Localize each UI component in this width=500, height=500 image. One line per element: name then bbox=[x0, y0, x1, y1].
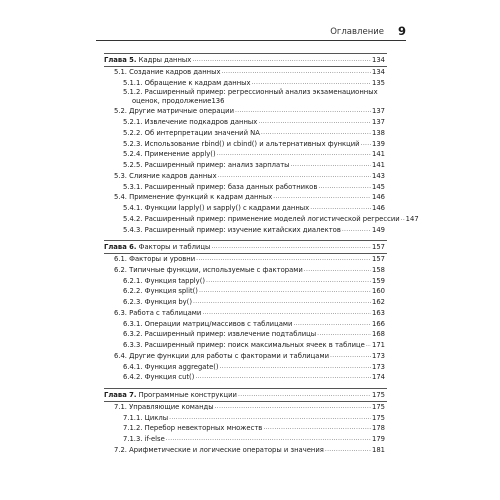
toc-entry-text: 5.2.1. Извлечение подкадров данных bbox=[123, 118, 258, 126]
chapter-divider bbox=[104, 53, 387, 54]
toc-page-number: 174 bbox=[372, 373, 385, 382]
toc-entry-text: 6.3.3. Расширенный пример: поиск максимальных ячеек в таблице bbox=[123, 341, 365, 349]
dot-leader bbox=[235, 106, 371, 117]
toc-subsection-entry[interactable] bbox=[104, 203, 385, 214]
toc-entry-text: 6.2.3. Функция by() bbox=[123, 298, 192, 306]
dot-leader bbox=[218, 171, 371, 182]
toc-page-number: 163 bbox=[372, 308, 385, 317]
dot-leader bbox=[193, 297, 371, 308]
toc-section-entry[interactable] bbox=[104, 402, 385, 413]
toc-entry-text: 5.2.2. Об интерпретации значений NA bbox=[123, 128, 260, 137]
toc-page-number: 137 bbox=[372, 107, 385, 116]
dot-leader bbox=[166, 434, 371, 445]
toc-page-number: 171 bbox=[372, 341, 385, 349]
toc-section-entry[interactable] bbox=[104, 192, 385, 203]
toc-page-number: 160 bbox=[372, 287, 385, 296]
dot-leader bbox=[261, 128, 371, 139]
toc-entry-text: 6.3.2. Расширенный пример: извлечение подтаблицы bbox=[123, 330, 317, 339]
toc-subsection-entry[interactable] bbox=[104, 329, 385, 340]
toc-entry-text: 6.2. Типичные функции, используемые с факторами bbox=[114, 265, 303, 274]
toc-page-number: 162 bbox=[372, 298, 385, 306]
toc-page-number: 181 bbox=[372, 445, 385, 454]
dot-leader bbox=[293, 319, 371, 330]
toc-entry-text: 5.1. Создание кадров данных bbox=[114, 67, 221, 76]
toc-page-number: 168 bbox=[372, 330, 385, 339]
dot-leader bbox=[202, 308, 371, 319]
toc-page-number: 143 bbox=[372, 171, 385, 180]
page-number: 9 bbox=[397, 24, 406, 38]
toc-subsection-entry[interactable] bbox=[104, 362, 385, 373]
toc-page-number: 135 bbox=[372, 78, 385, 87]
dot-leader bbox=[291, 160, 372, 171]
toc-subsection-entry[interactable] bbox=[104, 117, 385, 128]
toc-subsection-entry[interactable] bbox=[104, 340, 385, 351]
toc-section-entry[interactable] bbox=[104, 171, 385, 182]
chapter-name: Программные конструкции bbox=[136, 391, 237, 399]
dot-leader bbox=[238, 390, 371, 401]
toc-page-number: 134 bbox=[372, 56, 385, 64]
toc-page-number: 173 bbox=[372, 351, 385, 360]
dot-leader bbox=[325, 445, 371, 456]
chapter-number: Глава 6. bbox=[104, 243, 137, 252]
toc-entry-text: 5.2.4. Применение apply() bbox=[123, 150, 216, 159]
toc-page-number: 179 bbox=[372, 435, 385, 443]
toc-entry-text: 6.1. Факторы и уровни bbox=[114, 255, 196, 263]
dot-leader bbox=[211, 242, 371, 253]
toc-subsection-entry[interactable] bbox=[104, 434, 385, 445]
dot-leader bbox=[169, 413, 371, 424]
dot-leader bbox=[206, 276, 371, 287]
toc-subsection-entry[interactable] bbox=[104, 413, 385, 424]
toc-entry-text: 5.3. Слияние кадров данных bbox=[114, 171, 217, 180]
chapter-number: Глава 7. bbox=[104, 391, 137, 399]
toc-subsection-entry[interactable] bbox=[104, 276, 385, 287]
toc-page-number: 175 bbox=[372, 402, 385, 411]
chapter-number: Глава 5. bbox=[104, 56, 137, 64]
dot-leader bbox=[304, 265, 371, 276]
chapter-title bbox=[104, 242, 211, 253]
toc-subsection-entry[interactable] bbox=[104, 139, 385, 150]
toc-page-number: 157 bbox=[372, 243, 385, 252]
toc-entry-text: 5.4.1. Функции lapply() и sapply() с кадрами данных bbox=[123, 204, 310, 212]
toc-entry-text: 6.4.2. Функция cut() bbox=[123, 373, 195, 382]
toc-section-entry[interactable] bbox=[104, 254, 385, 265]
toc-page-number: 138 bbox=[372, 128, 385, 137]
toc-section-entry[interactable] bbox=[104, 351, 385, 362]
page-header bbox=[96, 24, 406, 41]
dot-leader bbox=[361, 139, 371, 150]
dot-leader bbox=[215, 402, 371, 413]
running-title: Оглавление bbox=[330, 27, 384, 37]
toc-subsection-entry[interactable] bbox=[104, 286, 385, 297]
toc-entry-text: 5.1.2. Расширенный пример: регрессионный анализ экзаменационных bbox=[123, 88, 378, 97]
toc-entry-text: 7.1.2. Перебор невекторных множеств bbox=[123, 424, 263, 433]
toc-page-number: 175 bbox=[372, 391, 385, 399]
toc-subsection-entry[interactable] bbox=[104, 319, 385, 330]
toc-subsection-entry[interactable] bbox=[104, 182, 385, 193]
toc-page-number: 146 bbox=[372, 193, 385, 202]
toc-page-number: 159 bbox=[372, 276, 385, 285]
chapter-divider bbox=[104, 388, 387, 389]
dot-leader bbox=[263, 423, 371, 434]
toc-section-entry[interactable] bbox=[104, 265, 385, 276]
toc-entry-text: 5.4. Применение функций к кадрам данных bbox=[114, 193, 273, 202]
dot-leader bbox=[317, 329, 371, 340]
toc-subsection-entry[interactable] bbox=[104, 78, 385, 89]
toc-entry-text: 7.1.3. if-else bbox=[123, 435, 165, 443]
chapter-name: Факторы и таблицы bbox=[136, 243, 211, 252]
toc-entry-text: 5.3.1. Расширенный пример: база данных работников bbox=[123, 182, 318, 191]
dot-leader bbox=[273, 192, 371, 203]
toc-entry-text: 7.2. Арифметические и логические операторы и значения bbox=[114, 445, 324, 454]
toc-entry-text: 5.4.2. Расширенный пример: применение моделей логистической регрессии bbox=[123, 214, 400, 223]
toc-subsection-entry[interactable] bbox=[104, 372, 385, 383]
dot-leader bbox=[199, 286, 371, 297]
toc-entry-text: 6.4. Другие функции для работы с факторами и таблицами bbox=[114, 351, 329, 360]
toc-page-number: 175 bbox=[372, 413, 385, 422]
toc-page-number: 134 bbox=[372, 67, 385, 76]
dot-leader bbox=[310, 203, 371, 214]
toc-subsection-entry[interactable] bbox=[104, 423, 385, 434]
chapter-title bbox=[104, 390, 238, 401]
dot-leader bbox=[330, 351, 371, 362]
toc-chapter-entry[interactable] bbox=[104, 390, 385, 401]
toc-page-number: 147 bbox=[405, 214, 419, 223]
toc-chapter-entry[interactable] bbox=[104, 55, 385, 66]
toc-page-number: 178 bbox=[372, 424, 385, 433]
toc-entry-text: 7.1. Управляющие команды bbox=[114, 402, 214, 411]
toc-section-entry[interactable] bbox=[104, 445, 385, 456]
table-of-contents bbox=[104, 53, 419, 456]
toc-page-number: 139 bbox=[372, 139, 385, 148]
toc-subsection-entry[interactable] bbox=[104, 88, 385, 106]
toc-subsection-entry[interactable] bbox=[104, 128, 385, 139]
toc-entry-text: 5.2.3. Использование rbind() и cbind() и альтернативных функций bbox=[123, 139, 360, 148]
toc-subsection-entry[interactable] bbox=[104, 297, 385, 308]
chapter-title bbox=[104, 55, 192, 66]
toc-page-number: 149 bbox=[372, 225, 385, 234]
toc-entry-text-continued: оценок, продолжение bbox=[132, 97, 212, 106]
toc-page-number: 136 bbox=[211, 97, 225, 106]
chapter-name: Кадры данных bbox=[136, 56, 192, 64]
toc-page-number: 157 bbox=[372, 255, 385, 263]
dot-leader bbox=[221, 67, 371, 78]
toc-subsection-entry[interactable] bbox=[104, 160, 385, 171]
toc-entry-text: 6.3. Работа с таблицами bbox=[114, 308, 202, 317]
dot-leader bbox=[217, 149, 371, 160]
toc-entry-text: 6.2.1. Функция tapply() bbox=[123, 276, 206, 285]
toc-chapter-entry[interactable] bbox=[104, 242, 385, 253]
toc-entry-text: 5.2. Другие матричные операции bbox=[114, 107, 234, 116]
toc-subsection-entry[interactable] bbox=[104, 225, 385, 236]
toc-page-number: 145 bbox=[372, 182, 385, 191]
dot-leader bbox=[220, 362, 371, 373]
toc-entry-text: 5.2.5. Расширенный пример: анализ зарплаты bbox=[123, 161, 290, 169]
dot-leader bbox=[258, 117, 371, 128]
dot-leader bbox=[195, 372, 371, 383]
toc-section-entry[interactable] bbox=[104, 106, 385, 117]
toc-subsection-entry[interactable] bbox=[104, 214, 419, 225]
toc-entry-text: 5.1.1. Обращение к кадрам данных bbox=[123, 78, 251, 87]
toc-page-number: 141 bbox=[372, 161, 385, 169]
toc-subsection-entry[interactable] bbox=[104, 149, 385, 160]
dot-leader bbox=[192, 55, 371, 66]
toc-section-entry[interactable] bbox=[104, 308, 385, 319]
dot-leader bbox=[342, 225, 371, 236]
dot-leader bbox=[196, 254, 371, 265]
toc-page-number: 141 bbox=[372, 150, 385, 159]
chapter-divider bbox=[104, 240, 387, 241]
toc-entry-text: 6.4.1. Функция aggregate() bbox=[123, 362, 219, 371]
toc-page-number: 137 bbox=[372, 118, 385, 126]
toc-page-number: 146 bbox=[372, 204, 385, 212]
dot-leader bbox=[318, 182, 371, 193]
dot-leader bbox=[252, 78, 371, 89]
toc-page-number: 173 bbox=[372, 362, 385, 371]
toc-entry-text: 6.3.1. Операции матриц/массивов с таблицами bbox=[123, 319, 293, 328]
toc-entry-text: 6.2.2. Функция split() bbox=[123, 287, 198, 296]
toc-entry-text: 7.1.1. Циклы bbox=[123, 413, 169, 422]
toc-entry-text: 5.4.3. Расширенный пример: изучение китайских диалектов bbox=[123, 225, 341, 234]
toc-section-entry[interactable] bbox=[104, 67, 385, 78]
toc-page-number: 158 bbox=[372, 265, 385, 274]
toc-page-number: 166 bbox=[372, 319, 385, 328]
